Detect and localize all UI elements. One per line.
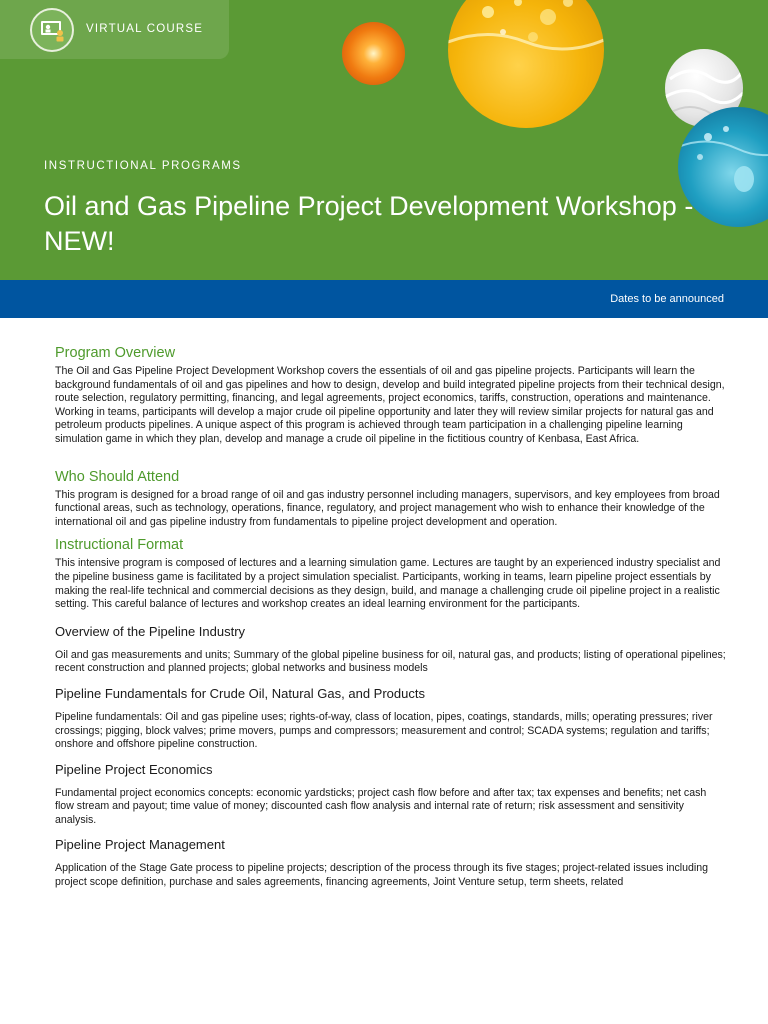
dates-bar [0,280,768,318]
oil-drop-image [448,0,604,128]
section-body-instructional-format: This intensive program is composed of lectures and a learning simulation game. Lectures are taught by an experienced industry specialist and the pipeline business game is facilitated by a project simulation specialist. Participants, working in teams, learn pipeline project essentials by making the real-life technical and commercial decisions as they design, build, and manage a challenging crude oil pipeline project in a realistic setting. This careful balance of lectures and workshop creates an ideal learning environment for the participants. [55,557,721,611]
section-title-program-overview: Program Overview [55,345,176,361]
badge-label: VIRTUAL COURSE [86,23,204,35]
virtual-course-badge [0,0,229,59]
section-title-who-should-attend: Who Should Attend [55,468,180,485]
topic-body-project-economics: Fundamental project economics concepts: economic yardsticks; project cash flow before and after tax; tax expenses and benefits; net cash flow stream and payout; time value of money; discounted cash flow analysis and internal rate of return; risk assessment and sensitivity analysis. [55,786,707,826]
header-banner [0,0,768,280]
section-body-who-should-attend: This program is designed for a broad range of oil and gas industry personnel including managers, supervisors, and key employees from broad functional areas, such as technology, operations, finance, regulatory, and project management who wish to enhance their knowledge of the international oil and gas pipeline industry from fundamentals to pipeline project development and operation. [55,488,720,528]
page-title: Oil and Gas Pipeline Project Development Workshop - NEW! [44,191,694,256]
topic-body-pipeline-fundamentals: Pipeline fundamentals: Oil and gas pipeline uses; rights-of-way, class of location, pipes, coatings, standards, mills; operating pressures; river crossings; pigging, block valves; prime movers, pumps and compressors; measurement and control; SCADA systems; regulation and tariffs; onshore and offshore pipeline construction. [55,710,713,751]
orange-sphere-image [342,22,405,85]
section-body-program-overview: The Oil and Gas Pipeline Project Development Workshop covers the essentials of oil and gas pipeline projects. Participants will learn the background fundamentals of oil and gas pipelines and how to design, develop and build integrated pipeline projects from their technical design, route selection, regulatory permitting, financing, and legal agreements, project economics, tariffs, construction, operations and maintenance. Working in teams, participants will develop a major crude oil pipeline opportunity and later they will review similar projects for natural gas and petroleum products pipelines. A unique aspect of this program is achieved through team participation in a challenging pipeline learning simulation game in which they plan, develop and manage a crude oil pipeline in the fictitious country of Kenbasa, East Africa. [55,365,725,445]
topic-body-industry-overview: Oil and gas measurements and units; Summary of the global pipeline business for oil, natural gas, and products; listing of operational pipelines; recent construction and planned projects; global networks and business models [55,648,726,675]
topic-title-industry-overview: Overview of the Pipeline Industry [55,623,246,639]
program-category: INSTRUCTIONAL PROGRAMS [44,160,242,172]
topic-body-project-management: Application of the Stage Gate process to pipeline projects; description of the process through its five stages; project-related issues including project scope definition, purchase and sales agreements, financing agreements, Joint Venture setup, term sheets, related [55,862,709,889]
topic-title-project-management: Pipeline Project Management [55,837,225,853]
dates-text: Dates to be announced [610,293,724,305]
topic-title-pipeline-fundamentals: Pipeline Fundamentals for Crude Oil, Natural Gas, and Products [55,685,425,701]
section-title-instructional-format: Instructional Format [55,537,184,554]
topic-title-project-economics: Pipeline Project Economics [55,761,213,777]
virtual-classroom-icon [30,8,74,52]
content-body [55,345,727,890]
